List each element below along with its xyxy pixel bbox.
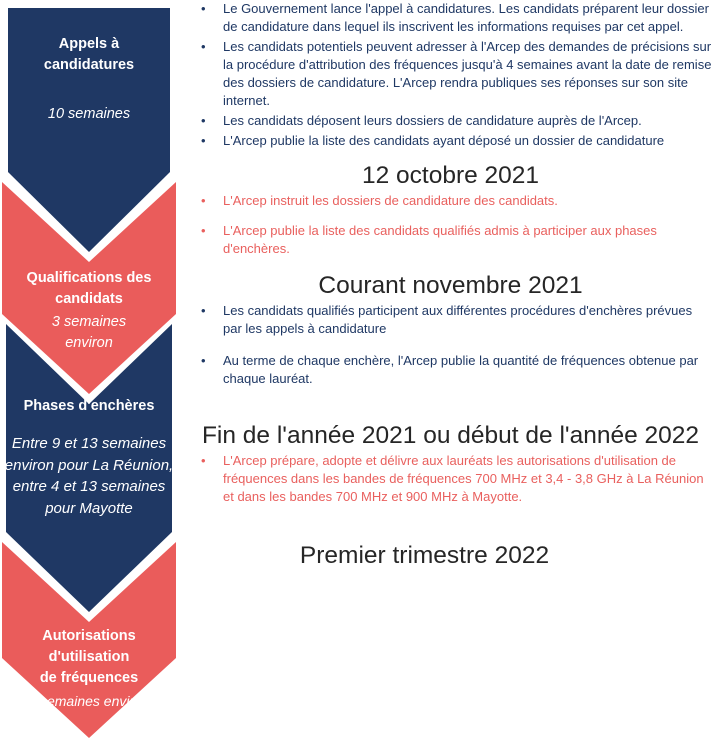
bullet-marker: • <box>201 133 206 148</box>
stage-duration-line: 10 semaines <box>47 106 131 122</box>
bullet-marker: • <box>201 39 206 54</box>
stage-4-bullet-list <box>185 452 716 506</box>
stage-title-line: Phases d'enchères <box>23 398 155 414</box>
stage-3-label <box>0 396 178 519</box>
bullet-text: Les candidats déposent leurs dossiers de candidature auprès de l'Arcep. <box>223 113 642 128</box>
stage-3-title <box>0 396 178 417</box>
stage-3-bullet-list <box>185 302 716 388</box>
bullet-item <box>185 352 716 388</box>
stage-duration-line: entre 4 et 13 semaines <box>12 478 166 495</box>
stage-duration-line: pour Mayotte <box>45 499 133 517</box>
milestone-date-2: Courant novembre 2021 <box>318 272 583 299</box>
bullet-item <box>185 38 716 110</box>
bullet-text: Le Gouvernement lance l'appel à candidatures. Les candidats préparent leur dossier de candidature dans lequel ils inscrivent les informations requises par cet appel. <box>223 1 709 34</box>
stage-2-title <box>0 268 178 310</box>
stage-4-duration <box>0 691 178 712</box>
bullet-marker: • <box>201 193 206 208</box>
bullet-marker: • <box>201 303 206 318</box>
bullet-item <box>185 132 716 150</box>
stage-title-line: candidats <box>55 291 123 307</box>
milestone-date-1: 12 octobre 2021 <box>361 162 540 189</box>
stage-2-label <box>0 268 178 354</box>
stage-title-line: Qualifications des <box>26 270 152 286</box>
bullet-text: L'Arcep prépare, adopte et délivre aux lauréats les autorisations d'utilisation de fréquences dans les bandes de fréquences 700 MHz et 3,4 - 3,8 GHz à La Réunion et dans les bandes 700 MHz et 900 MHz à Mayotte. <box>223 453 704 504</box>
stage-1-bullet-list <box>185 0 716 150</box>
stage-title-line: Autorisations d'utilisation <box>42 628 136 665</box>
bullet-marker: • <box>201 1 206 16</box>
bullet-text: Les candidats potentiels peuvent adresser à l'Arcep des demandes de précisions sur la procédure d'attribution des fréquences jusqu'à 4 semaines avant la date de remise des dossiers de candidature. L'Arcep rendra publiques ses réponses sur son site internet. <box>223 39 712 108</box>
bullet-item <box>185 222 716 258</box>
stage-duration-line: 3 semaines <box>51 314 127 330</box>
stage-title-line: de fréquences <box>39 670 139 686</box>
bullet-item <box>185 112 716 130</box>
bullet-text: L'Arcep publie la liste des candidats ayant déposé un dossier de candidature <box>223 133 665 148</box>
bullet-marker: • <box>201 353 206 368</box>
bullet-item <box>185 302 716 338</box>
stage-4-title <box>0 626 178 689</box>
stage-duration-line: Entre 9 et 13 semaines <box>11 435 167 452</box>
milestone-date-4: Premier trimestre 2022 <box>299 542 550 569</box>
stage-4-label <box>0 626 178 712</box>
stage-duration-line: environ pour La Réunion, <box>4 456 174 474</box>
stage-1-duration <box>0 104 178 125</box>
timeline-chevrons <box>0 0 180 744</box>
bullet-text: Au terme de chaque enchère, l'Arcep publie la quantité de fréquences obtenue par chaque lauréat. <box>223 353 699 386</box>
stage-title-line: candidatures <box>43 57 135 73</box>
bullet-text: L'Arcep instruit les dossiers de candidature des candidats. <box>223 193 558 208</box>
bullet-text: L'Arcep publie la liste des candidats qualifiés admis à participer aux phases d'enchères. <box>223 223 657 256</box>
milestone-date-3: Fin de l'année 2021 ou début de l'année 2022 <box>201 422 700 449</box>
bullet-item <box>185 452 716 506</box>
stage-duration-line: 3 semaines environ <box>28 693 150 709</box>
stage-3-duration <box>0 433 178 519</box>
stage-duration-line: environ <box>65 335 113 351</box>
bullet-marker: • <box>201 113 206 128</box>
bullet-marker: • <box>201 453 206 468</box>
bullet-text: Les candidats qualifiés participent aux différentes procédures d'enchères prévues par les appels à candidature <box>223 303 693 336</box>
stage-1-label <box>0 34 178 125</box>
stage-title-line: Appels à <box>58 36 120 52</box>
stage-2-duration <box>0 312 178 354</box>
timeline-details <box>185 0 716 572</box>
stage-1-title <box>0 34 178 76</box>
bullet-item <box>185 0 716 36</box>
bullet-marker: • <box>201 223 206 238</box>
stage-2-bullet-list <box>185 192 716 258</box>
bullet-item <box>185 192 716 210</box>
